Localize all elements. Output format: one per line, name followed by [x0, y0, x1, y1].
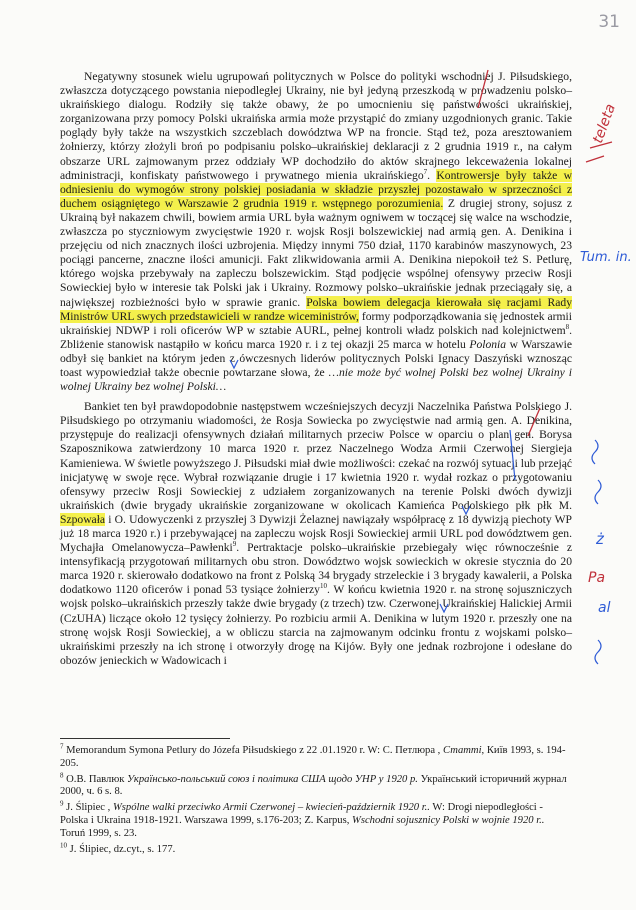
footnote-italic: Wspólne walki przeciwko Armii Czerwonej – kwiecień-październik 1920 r.. [112, 802, 430, 814]
text-run: Bankiet ten był prawdopodobnie następstwem wcześniejszych decyzji Naczelnika Państwa Polskiego J. Piłsudskiego po otrzymaniu wiadomości, że Rosja Sowiecka po zwycięstwie nad armią gen. A. Denikina, przystępuje do realizacji ofensywnych działań militarnych przeciw Polsce w oparciu o plan gen. Borysa Szaposznikowa zatwierdzony 10 marca 1920 r. przez Naczelnego Wodza Armii Czerwonej Siergieja Kamieniewa. W świetle powyższego J. Piłsudski miał dwie możliwości: czekać na rozwój sytuacji lub przejąć inicjatywę w swoje ręce. Wybrał rozwiązanie drugie i 17 kwietnia 1920 r. wydał rozkaz o przygotowaniu ofensywy przeciw Rosji Sowieckiej z udziałem zorganizowanych na terenie Polski dwóch dywizji ukraińskich (dwie brygady ukraińskie zorganizowane w okolicach Kamieńca Podolskiego płk płk M. [60, 400, 572, 512]
red-strike [528, 408, 540, 436]
margin-note-tum-in: Tum. in. [580, 250, 632, 265]
footnote-number: 8 [60, 771, 64, 780]
text-run: . W końcu kwietnia 1920 r. na stronę sojuszniczych wojsk polsko–ukraińskich przeszły także dwie brygady (z trzech) tzw. Czerwonej Ukraińskiej Halickiej Armii (CzUHA) liczące około 12 tysięcy żołnierzy. Po rozbiciu armii A. Denikina w lutym 1920 r. przeszły one na stronę wojsk Rosji Sowieckiej, a w obliczu starcia na zajmowanym odcinku frontu z wojskami polsko–ukraińskimi przeszły na ich stronę i otworzyły drogę na Kijów. Były one jednak rozbrojone i odesłane do obozów jenieckich w Wadowicach i [60, 583, 572, 667]
margin-note-al: al [598, 600, 611, 616]
red-mark [586, 142, 612, 162]
text-run: . Zbliżenie stanowisk nastąpiło w końcu marca 1920 r. i z tej okazji 25 marca w hotelu [60, 323, 572, 351]
footnote-italic: Wschodni sojusznicy Polski w wojnie 1920 r.. [352, 814, 545, 826]
text-run: Negatywny stosunek wielu ugrupowań politycznych w Polsce do polityki wschodniej J. Piłsudskiego, zwłaszcza dotyczącego powstania niepodległej Ukrainy, nie był jedyną przeszkodą w prowadzeniu polsko–ukraińskiego dialogu. Rodziły się także obawy, że po umocnieniu się państwowości ukraińskiej, zorganizowana przy pomocy Polski ukraińska armia może przystąpić do zmiany uzgodnionych granic. Takie poglądy były także na wszystkich szczeblach dowództwa WP na froncie. Stąd też, poza aresztowaniem żołnierzy, którzy złożyli broń po podpisaniu polsko–ukraińskiej deklaracji z 2 grudnia 1919 r., na całym obszarze URL zajmowanym przez oddziały WP dochodziło do aktów skrajnego lekceważenia lokalnej administracji, konfiskaty państwowego i prywatnego mienia ukraińskiego [60, 70, 572, 182]
blue-line [510, 430, 515, 480]
footnote-text: Toruń 1999, s. 23. [60, 827, 137, 839]
highlighted-text: Kontrowersje były także w odniesieniu do wymogów strony polskiej posiadania w składzie przyszłej pozostawało w sprzeczności z duchem osiągniętego w Warszawie 2 grudnia 1919 r. wstępnego porozumienia. [60, 168, 573, 210]
footnote-text: J. Ślipiec, dz.cyt., s. 177. [69, 843, 176, 855]
italic-quote: …nie może być wolnej Polski bez wolnej Ukrainy i wolnej Ukrainy bez wolnej Polski… [60, 365, 572, 394]
blue-insert-mark [440, 604, 448, 612]
red-strike [478, 70, 488, 108]
text-run: . Pertraktacje polsko–ukraińskie przebiegały więc równocześnie z intensyfikacją przygotowań militarnych obu stron. Dowództwo wojsk sowieckich w okresie stycznia do 20 marca 1920 r. skierowało dodatkowo na front z Polską 34 brygady strzeleckie i 3 brygady kawalerii, a Polska dodatkowo 1120 oficerów i ponad 53 tysiące żołnierzy [60, 541, 572, 597]
footnote-italic: Статті [442, 745, 482, 756]
footnote-number: 9 [60, 799, 64, 808]
footnote-number: 7 [60, 742, 64, 751]
footnote-ref: 10 [319, 582, 327, 591]
text-run: i O. Udowyczenki z przyszłej 3 Dywizji Żelaznej nawiązały współpracę z 18 dywizją piechoty WP już 18 marca 1920 r.) i przebywającej na zapleczu wojsk Rosji Sowieckiej armii URL pod dowództwem gen. Mychajła Omelanowycza–Pawłenki [60, 512, 572, 555]
footnote-text: Memorandum Symona Petlury do Józefa Piłsudskiego z 22 .01.1920 r. W: С. Петлюра , [66, 745, 443, 756]
footnote-number: 10 [60, 841, 67, 850]
blue-insert-mark [230, 360, 238, 368]
blue-swap-mark [595, 640, 601, 664]
highlighted-text: Szpowała [60, 512, 106, 526]
text-run: formy podporządkowania się jednostek armii ukraińskiej NDWP i roli oficerów WP w sztabie AURL, pełnej kontroli władz polskich nad kolejnictwem [60, 309, 572, 337]
footnote-ref: 9 [232, 540, 237, 549]
footnote-ref: 8 [565, 322, 570, 331]
footnote-text: W: Drogi niepodległości - Polska i Ukraina 1918-1921. Warszawa 1999, s.176-203; Z. Karpus, [60, 802, 543, 826]
margin-note-z: ż [596, 530, 604, 548]
blue-insert-mark [462, 506, 470, 514]
italic-text: Polonia [469, 337, 507, 351]
page-number: 31 [598, 12, 620, 32]
text-run: w Warszawie odbył się bankiet na którym jeden z ówczesnych liderów politycznych Polski Ignacy Daszyński wznosząc toast wypowiedział także obecnie powtarzane słowa, że [60, 337, 572, 379]
margin-note-pa: Pa [588, 570, 606, 586]
text-run: Z drugiej strony, sojusz z Ukrainą był nakazem chwili, bowiem armia URL była ważnym ogniwem w toczącej się walce na wschodzie, zwłaszcza po styczniowym zwycięstwie 1920 r. wojsk Rosji bolszewickiej nad armią gen. A. Denikina i przejęciu od nich znacznych ilości uzbrojenia. Między innymi 750 dział, 1170 karabinów maszynowych, 23 pociągi pancerne, znaczne ilości amunicji. Fakt zlikwidowania armii A. Denikina niepokoił też S. Petlurę, którego wojska przebywały na zapleczu bolszewickim. Stąd podjęcie wspólnej ofensywy przeciw Rosji Sowieckiej było w interesie tak Polski jak i Ukrainy. Rozmowy polsko–ukraińskie jednak przeciągały się, a największej rozbieżności było w sprawie granic. [60, 196, 572, 309]
margin-note-teleta: teleta [590, 101, 619, 146]
text-run: . [427, 168, 437, 182]
footnote-text: О.В. Павлюк [66, 773, 128, 785]
footnote-italic: Українсько-польський союз і політика США щодо УНР у 1920 р. [127, 773, 418, 785]
highlighted-text: Polska bowiem delegacja kierowała się racjami Rady Ministrów URL swych przedstawicieli w randze wiceministrów, [60, 295, 573, 323]
blue-swap-mark [595, 480, 601, 504]
footnote-ref: 7 [423, 167, 428, 176]
footnote-text: Український історичний журнал 2000, ч. 6 s. 8. [60, 773, 567, 798]
blue-swap-mark [592, 440, 598, 464]
footnote-text: J. Ślipiec , [66, 802, 113, 814]
footnote-text: , Київ 1993, s. 194-205. [60, 745, 566, 769]
